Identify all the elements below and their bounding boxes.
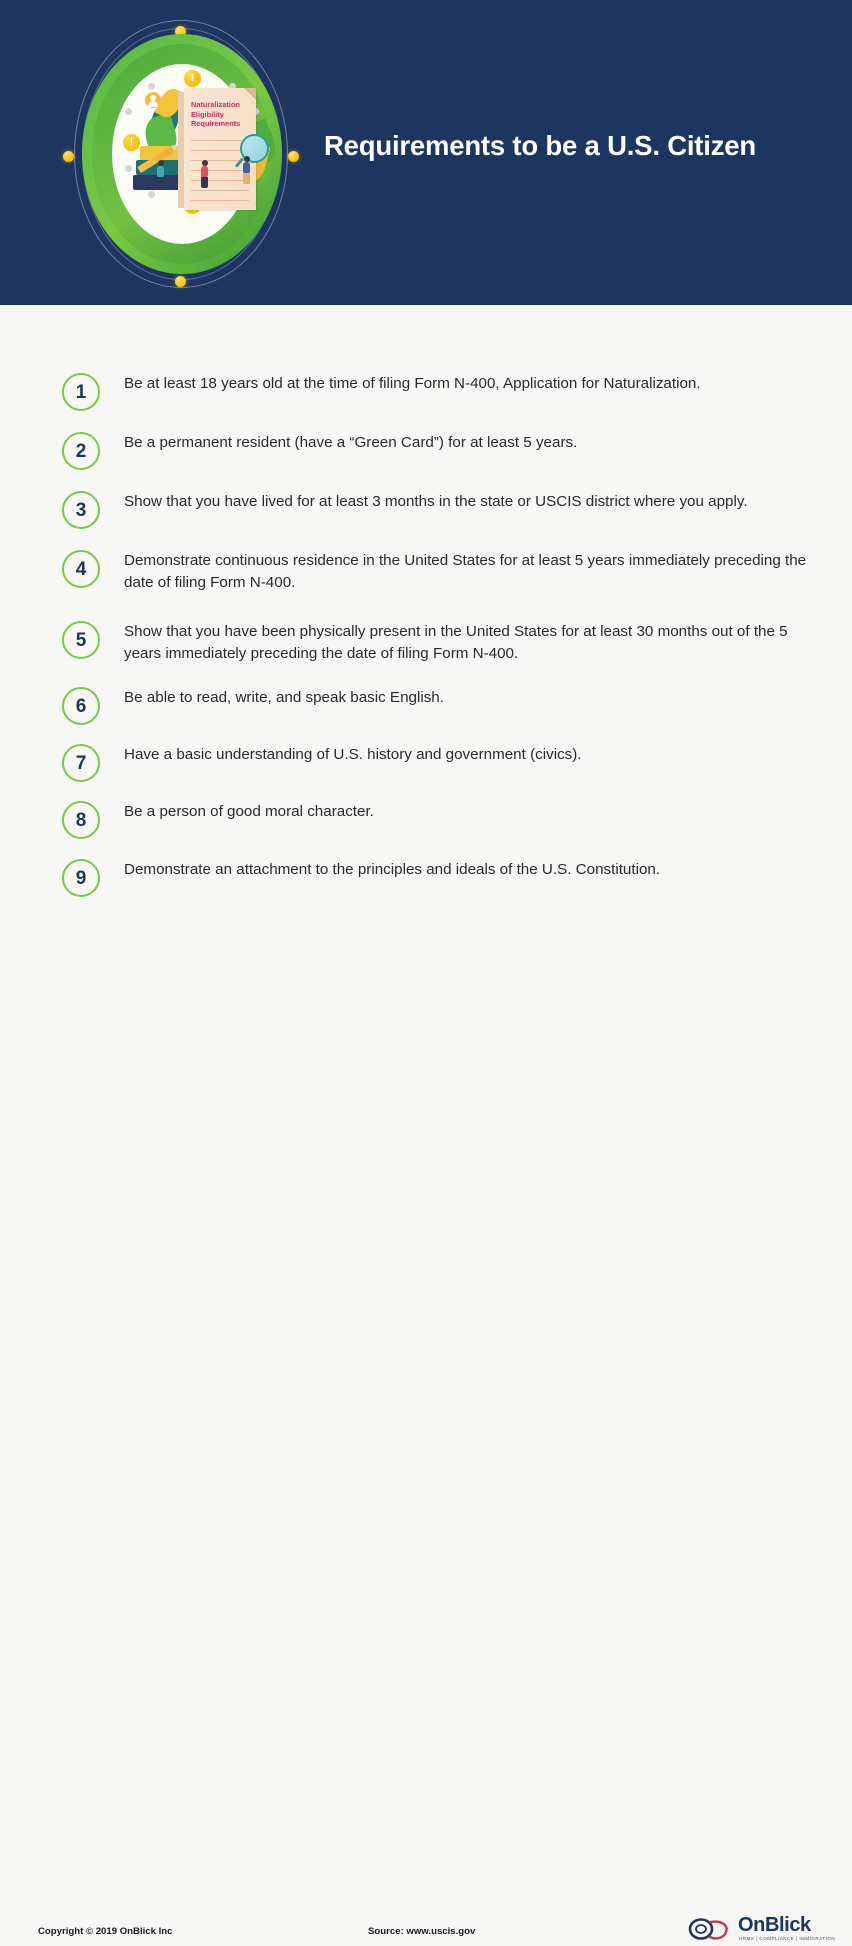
item-number-badge: 8 bbox=[62, 801, 100, 839]
decorative-dot bbox=[125, 108, 132, 115]
item-number-badge: 5 bbox=[62, 621, 100, 659]
document-ruled-line bbox=[191, 200, 249, 201]
page-title: Requirements to be a U.S. Citizen bbox=[324, 130, 756, 161]
document-ruled-line bbox=[191, 180, 249, 181]
orbit-dot-right-icon bbox=[288, 151, 299, 162]
item-text: Demonstrate an attachment to the principles and ideals of the U.S. Constitution. bbox=[124, 861, 661, 878]
orbit-dot-left-icon bbox=[63, 151, 74, 162]
header-banner bbox=[0, 0, 852, 305]
list-item bbox=[62, 491, 818, 529]
list-item bbox=[62, 373, 818, 411]
list-item bbox=[62, 621, 818, 665]
page-fold-icon bbox=[244, 88, 256, 100]
doc-title-line-3: Requirements bbox=[191, 119, 241, 129]
item-text: Be able to read, write, and speak basic English. bbox=[124, 689, 444, 706]
onblick-logo-mark-icon bbox=[688, 1917, 734, 1941]
list-item bbox=[62, 859, 818, 897]
decorative-dot bbox=[148, 83, 155, 90]
item-text: Be a permanent resident (have a “Green Card”) for at least 5 years. bbox=[124, 434, 578, 451]
copyright-text: Copyright © 2019 OnBlick Inc bbox=[38, 1926, 173, 1937]
item-text: Be at least 18 years old at the time of filing Form N-400, Application for Naturalization. bbox=[124, 375, 701, 392]
doc-title-line-2: Eligibility bbox=[191, 109, 224, 119]
list-item bbox=[62, 801, 818, 839]
document-title bbox=[191, 100, 253, 129]
decorative-dot bbox=[125, 165, 132, 172]
item-number-badge: 9 bbox=[62, 859, 100, 897]
list-item bbox=[62, 432, 818, 470]
source-text: Source: www.uscis.gov bbox=[368, 1926, 476, 1937]
onblick-logo[interactable] bbox=[688, 1914, 836, 1946]
item-text: Have a basic understanding of U.S. history and government (civics). bbox=[124, 746, 582, 763]
item-number-badge: 7 bbox=[62, 744, 100, 782]
document-ruled-line bbox=[191, 170, 249, 171]
item-number-badge: 6 bbox=[62, 687, 100, 725]
list-item bbox=[62, 744, 818, 782]
item-text: Show that you have been physically present in the United States for at least 30 months out of the 5 years immediately preceding the date of filing Form N-400. bbox=[124, 623, 788, 662]
item-number-badge: 2 bbox=[62, 432, 100, 470]
green-ring-inner bbox=[92, 44, 272, 264]
green-ring bbox=[82, 34, 282, 274]
list-item bbox=[62, 550, 818, 594]
footer bbox=[0, 955, 852, 1941]
item-number-badge: 3 bbox=[62, 491, 100, 529]
onblick-logo-tagline: HRMS | COMPLIANCE | IMMIGRATION bbox=[739, 1936, 836, 1941]
exclamation-badge-icon: ! bbox=[123, 134, 140, 151]
document-ruled-line bbox=[191, 140, 249, 141]
list-item bbox=[62, 687, 818, 725]
exclamation-badge-icon: ! bbox=[184, 70, 201, 87]
item-text: Demonstrate continuous residence in the United States for at least 5 years immediately preceding the date of filing Form N-400. bbox=[124, 552, 807, 591]
document-ruled-line bbox=[191, 190, 249, 191]
item-number-badge: 4 bbox=[62, 550, 100, 588]
item-text: Show that you have lived for at least 3 months in the state or USCIS district where you apply. bbox=[124, 493, 748, 510]
item-text: Be a person of good moral character. bbox=[124, 803, 374, 820]
decorative-dot bbox=[148, 191, 155, 198]
item-number-badge: 1 bbox=[62, 373, 100, 411]
illustration-disc bbox=[112, 64, 252, 244]
hero-illustration bbox=[30, 8, 310, 298]
doc-title-line-1: Naturalization bbox=[191, 100, 240, 109]
orbit-dot-bottom-icon bbox=[175, 276, 186, 287]
onblick-logo-wordmark: OnBlick bbox=[738, 1914, 811, 1936]
